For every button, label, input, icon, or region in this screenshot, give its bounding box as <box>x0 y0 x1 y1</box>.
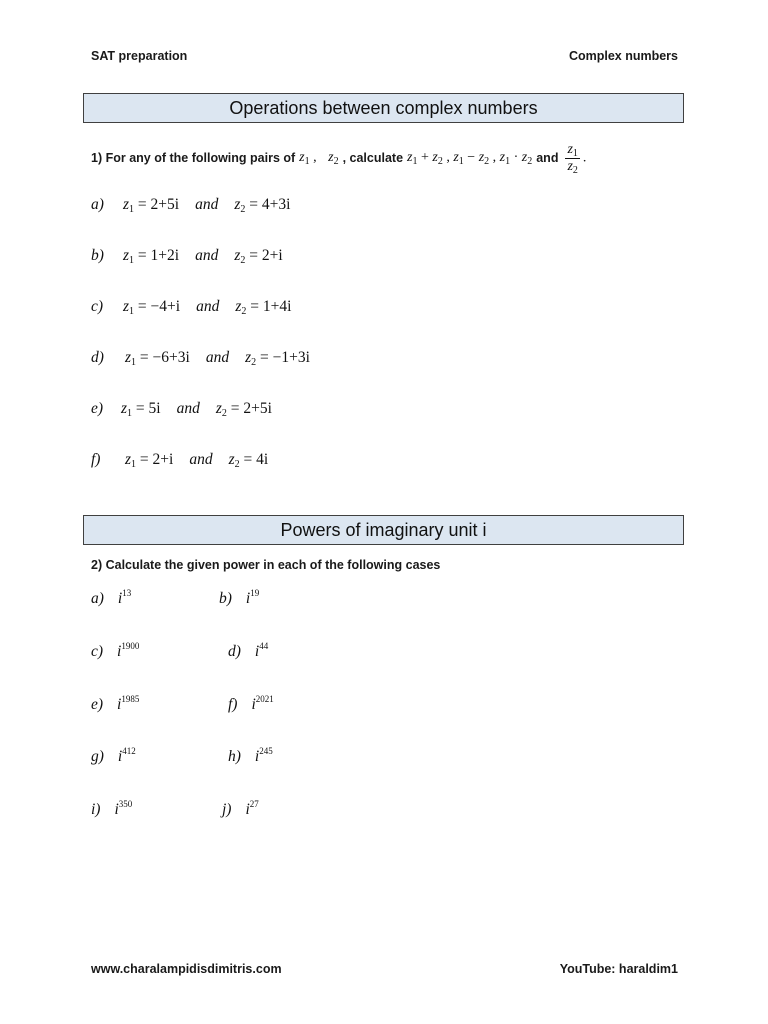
z1-symbol: $z_1$ , <box>299 150 317 167</box>
imaginary-unit: i <box>117 590 123 607</box>
footer-website: www.charalampidisdimitris.com <box>91 962 282 976</box>
pair-row <box>91 349 310 367</box>
pair-row <box>91 196 290 214</box>
z2-expression: $z_2 = 2+i$ <box>234 247 283 266</box>
item-label: h) <box>228 748 241 765</box>
z2-value: 2+i <box>261 247 283 264</box>
item-label: g) <box>91 748 104 765</box>
question-1-and: and <box>536 151 559 165</box>
question-1-prompt <box>91 140 590 176</box>
z2-value: 1+4i <box>262 298 292 315</box>
z2-expression: $z_2 = -1+3i$ <box>245 349 310 368</box>
z2-expression: $z_2 = 2+5i$ <box>215 400 272 419</box>
section-title-operations: Operations between complex numbers <box>83 93 684 123</box>
power-item <box>91 696 139 714</box>
and-word: and <box>196 298 220 315</box>
footer-youtube: YouTube: haraldim1 <box>559 962 678 976</box>
item-label: c) <box>91 298 104 315</box>
z2-value: 4+3i <box>261 196 291 213</box>
item-label: b) <box>91 247 104 264</box>
z2-value: 2+5i <box>243 400 272 417</box>
header-right: Complex numbers <box>568 49 678 63</box>
and-word: and <box>189 451 213 468</box>
pair-row <box>91 451 268 469</box>
imaginary-unit: i <box>117 696 122 713</box>
item-label: c) <box>91 643 104 660</box>
power-item <box>228 748 273 766</box>
pair-row <box>91 400 272 418</box>
item-label: e) <box>91 696 104 713</box>
imaginary-unit: i <box>245 801 250 818</box>
section-title-powers: Powers of imaginary unit i <box>83 515 684 545</box>
and-word: and <box>195 196 219 213</box>
power-item <box>91 590 131 608</box>
item-label: d) <box>228 643 241 660</box>
z1-value: 2+5i <box>150 196 180 213</box>
imaginary-unit: i <box>254 748 260 765</box>
power-item <box>91 643 139 661</box>
and-word: and <box>205 349 230 366</box>
z1-expression: $z_1 = 5i$ <box>121 400 161 419</box>
z2-expression: $z_2 = 1+4i$ <box>235 298 292 317</box>
question-1-prefix: 1) For any of the following pairs of <box>91 151 296 165</box>
question-1-mid: , calculate <box>342 151 404 165</box>
exponent: 27 <box>249 799 259 809</box>
exponent: 2021 <box>255 694 274 704</box>
and-word: and <box>195 247 219 264</box>
power-item <box>228 643 268 661</box>
exponent: 13 <box>122 588 132 598</box>
z1-expression: $z_1 = 1+2i$ <box>123 247 180 266</box>
imaginary-unit: i <box>254 643 260 660</box>
item-label: a) <box>91 590 104 607</box>
power-item <box>91 801 132 819</box>
exponent: 245 <box>259 746 273 756</box>
header-left: SAT preparation <box>91 49 188 63</box>
exponent: 19 <box>250 588 260 598</box>
item-label: e) <box>91 400 104 417</box>
imaginary-unit: i <box>251 696 256 713</box>
pair-row <box>91 247 283 265</box>
item-label: f) <box>228 696 238 713</box>
z1-value: 2+i <box>152 451 174 468</box>
power-item <box>91 748 136 766</box>
exponent: 44 <box>259 641 269 651</box>
power-item <box>228 696 274 714</box>
pair-row <box>91 298 291 316</box>
item-label: a) <box>91 196 104 213</box>
quotient-fraction: $\frac{z_1}{z_2}$ . <box>567 141 587 176</box>
imaginary-unit: i <box>114 801 119 818</box>
exponent: 412 <box>122 746 136 756</box>
z2-symbol: $z_2$ <box>328 150 339 167</box>
item-label: j) <box>222 801 232 818</box>
z1-expression: $z_1 = 2+i$ <box>125 451 174 470</box>
z1-expression: $z_1 = -4+i$ <box>123 298 181 317</box>
z1-value: −6+3i <box>152 349 190 366</box>
z2-value: 4i <box>256 451 269 468</box>
operations-list: $z_1 + z_2$ , $z_1 - z_2$ , $z_1 \cdot z_2$ <box>407 150 533 167</box>
power-item <box>219 590 259 608</box>
exponent: 1900 <box>121 641 140 651</box>
z1-value: 1+2i <box>150 247 180 264</box>
item-label: b) <box>219 590 232 607</box>
z2-value: −1+3i <box>272 349 310 366</box>
exponent: 1985 <box>121 694 140 704</box>
power-item <box>222 801 259 819</box>
z1-expression: $z_1 = 2+5i$ <box>123 196 180 215</box>
item-label: f) <box>91 451 101 468</box>
z1-expression: $z_1 = -6+3i$ <box>125 349 190 368</box>
z2-expression: $z_2 = 4+3i$ <box>234 196 291 215</box>
item-label: i) <box>91 801 101 818</box>
imaginary-unit: i <box>117 748 123 765</box>
imaginary-unit: i <box>117 643 122 660</box>
z1-value: −4+i <box>150 298 181 315</box>
imaginary-unit: i <box>245 590 251 607</box>
z2-expression: $z_2 = 4i$ <box>228 451 269 470</box>
exponent: 350 <box>118 799 133 809</box>
z1-value: 5i <box>148 400 161 417</box>
question-2-prompt: 2) Calculate the given power in each of the following cases <box>91 558 441 572</box>
and-word: and <box>176 400 200 417</box>
item-label: d) <box>91 349 104 366</box>
